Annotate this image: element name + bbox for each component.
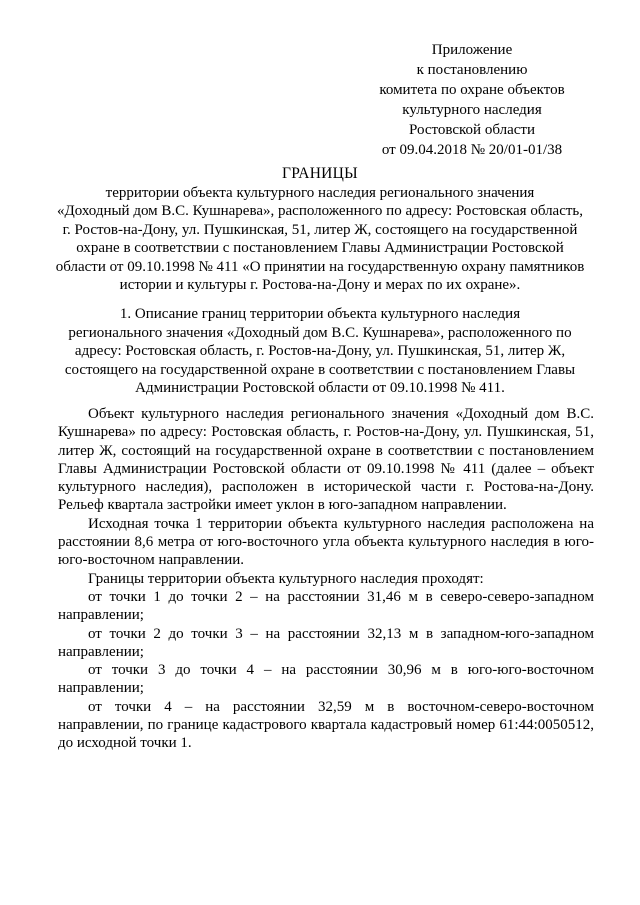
appendix-header [352,40,592,160]
appendix-line: комитета по охране объектов [379,82,565,98]
paragraph-segment-1-2: от точки 1 до точки 2 – на расстоянии 31,46 м в северо-северо-западном направлении; [58,588,594,624]
paragraph-boundaries-intro: Границы территории объекта культурного наследия проходят: [88,570,484,587]
section-title-line: состоящего на государственной охране в соответствии с постановлением Главы [64,361,576,378]
document-title-block [52,165,588,295]
paragraph-segment-2-3: от точки 2 до точки 3 – на расстоянии 32,13 м в западном-юго-западном направлении; [58,625,594,660]
paragraph-segment-3-4: от точки 3 до точки 4 – на расстоянии 30,96 м в юго-юго-восточном направлении; [58,662,594,697]
appendix-line: к постановлению [416,62,528,78]
paragraph-object-description: Объект культурного наследия регионального значения «Доходный дом В.С. Кушнарева» по адресу: Ростовская область, г. Ростов-на-Дону, ул. Пушкинская, 51, литер Ж, состоящий на государственной охране в соответствии с постановлением Главы Администрации Ростовской области от 09.10.1998 № 411 (далее – объект культурного наследия), расположен в исторической части г. Ростова-на-Дону. Рельеф квартала застройки имеет уклон в юго-западном направлении. [58,406,594,514]
title-line: г. Ростов-на-Дону, ул. Пушкинская, 51, литер Ж, состоящего на государственной [62,221,578,238]
title-line: охране в соответствии с постановлением Главы Администрации Ростовской [76,240,564,256]
title-line: истории и культуры г. Ростова-на-Дону и мерах по их охране». [119,277,521,293]
paragraph-start-point: Исходная точка 1 территории объекта культурного наследия расположена на расстоянии 8,6 метра от юго-восточного угла объекта культурного наследия в юго-юго-восточном направлении. [58,515,594,569]
section-title-line: регионального значения «Доходный дом В.С. Кушнарева», расположенного по [68,324,572,341]
appendix-date-number: от 09.04.2018 № 20/01-01/38 [381,142,563,158]
title-line: территории объекта культурного наследия регионального значения [105,184,535,201]
paragraph-segment-4-1: от точки 4 – на расстоянии 32,59 м в восточном-северо-восточном направлении, по границе кадастрового квартала кадастровый номер 61:44:0050512, до исходной точки 1. [58,698,594,752]
body-text [58,405,594,753]
section-title-line: Администрации Ростовской области от 09.10.1998 № 411. [135,380,505,396]
appendix-line: Приложение [431,42,513,58]
document-heading: ГРАНИЦЫ [282,165,358,182]
section-title-block [52,305,588,398]
title-line: «Доходный дом В.С. Кушнарева», расположенного по адресу: Ростовская область, [56,203,584,219]
section-title-line: адресу: Ростовская область, г. Ростов-на-Дону, ул. Пушкинская, 51, литер Ж, [74,343,566,359]
appendix-line: Ростовской области [409,122,535,138]
appendix-line: культурного наследия [402,102,542,118]
title-line: области от 09.10.1998 № 411 «О принятии на государственную охрану памятников [55,258,585,275]
section-title-line: 1. Описание границ территории объекта культурного наследия [119,306,521,322]
